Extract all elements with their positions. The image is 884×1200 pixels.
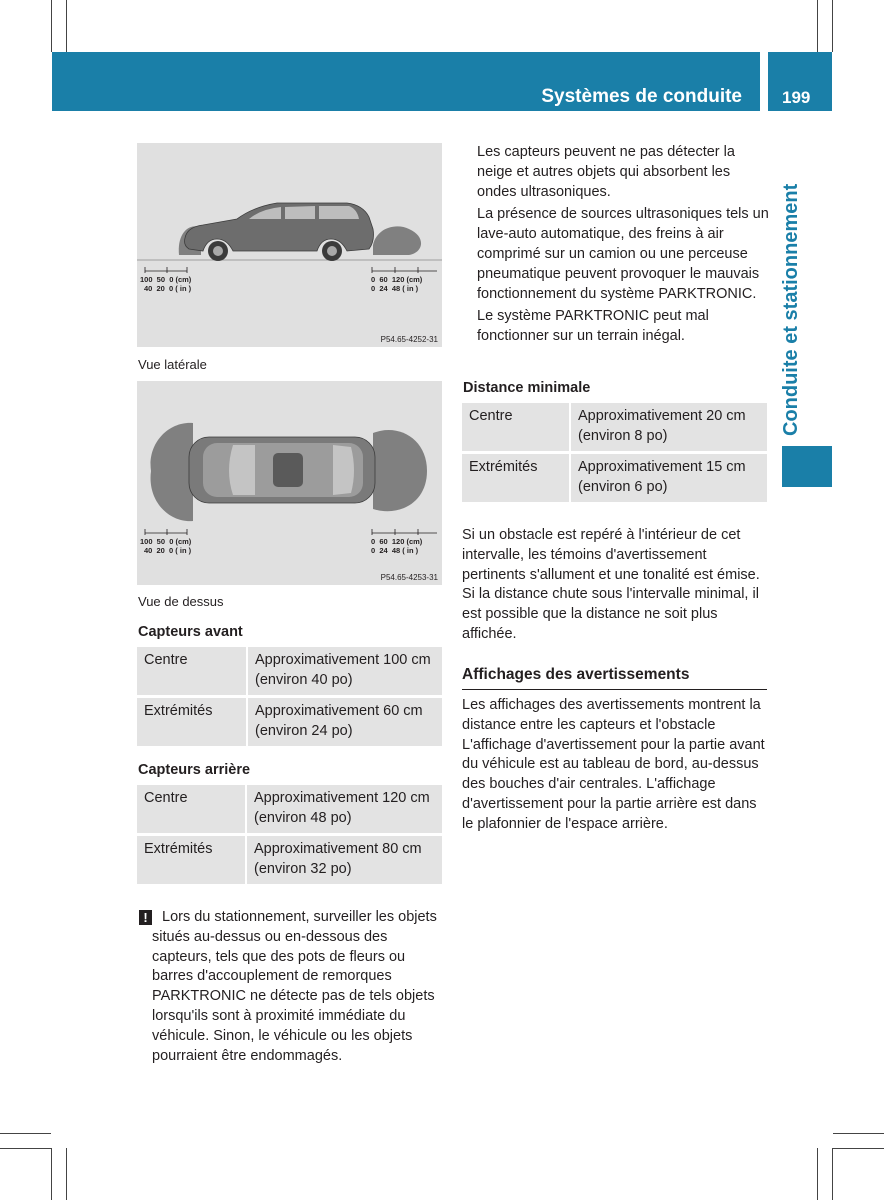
warning-icon: ! xyxy=(139,910,152,925)
crop-mark xyxy=(51,0,52,52)
intro-text xyxy=(477,143,769,347)
table-cell-label: Centre xyxy=(137,647,247,697)
scale-left-in: 40 20 0 ( in ) xyxy=(144,284,192,293)
scale-left-cm: 100 50 0 (cm) xyxy=(140,275,192,284)
crop-mark xyxy=(51,1148,52,1200)
crop-mark xyxy=(817,0,818,52)
warnings-heading: Affichages des avertissements xyxy=(462,666,767,690)
table-row xyxy=(137,647,442,697)
car-top-icon xyxy=(189,437,375,503)
figure-top-view xyxy=(137,381,442,585)
obstacle-paragraph: Si un obstacle est repéré à l'intérieur de cet intervalle, les témoins d'avertissement pertinents s'allument et une tonalité est émise. Si la distance chute sous l'intervalle minimal, il est possible que la distance ne soit plus affichée. xyxy=(462,527,760,642)
scale-right-cm: 0 60 120 (cm) xyxy=(371,275,423,284)
warning-paragraph: Lors du stationnement, surveiller les objets situés au-dessus ou en-dessous des capteurs, tels que des pots de fleurs ou barres d'accouplement de remorques PARKTRONIC ne détecte pas de tels objets lorsqu'ils sont à proximité immédiate du véhicule. Sinon, le véhicule ou les objets pourraient être endommagés. xyxy=(152,909,437,1064)
table-cell-value: Approximativement 20 cm (environ 8 po) xyxy=(570,403,767,453)
side-tab-label: Conduite et stationnement xyxy=(780,183,802,436)
table-cell-value: Approximativement 80 cm (environ 32 po) xyxy=(246,835,442,886)
front-sensors-heading: Capteurs avant xyxy=(138,624,243,640)
crop-mark xyxy=(833,1133,884,1134)
table-cell-value: Approximativement 15 cm (environ 6 po) xyxy=(570,453,767,504)
table-row xyxy=(137,835,442,886)
crop-mark xyxy=(832,0,833,52)
table-row xyxy=(137,785,442,835)
intro-paragraph-3: Le système PARKTRONIC peut mal fonctionner sur un terrain inégal. xyxy=(477,308,709,345)
min-distance-table xyxy=(462,403,767,505)
page-number: 199 xyxy=(782,88,811,107)
intro-paragraph-2: La présence de sources ultrasoniques tels un lave-auto automatique, des freins à air comprimé sur un camion ou une perceuse pneumatique peuvent provoquer le mauvais fonctionnement du système PARKTRONIC. xyxy=(477,206,769,302)
obstacle-text xyxy=(462,526,769,645)
scale-left-in: 40 20 0 ( in ) xyxy=(144,546,192,555)
min-distance-heading: Distance minimale xyxy=(463,380,591,396)
side-tab-marker xyxy=(782,446,832,487)
table-cell-label: Extrémités xyxy=(137,697,247,748)
figure-side-view xyxy=(137,143,442,347)
scale-right-cm: 0 60 120 (cm) xyxy=(371,537,423,546)
figure-code: P54.65-4252-31 xyxy=(380,335,438,344)
page-number-box xyxy=(768,52,832,111)
side-view-illustration xyxy=(137,143,442,347)
table-row xyxy=(137,697,442,748)
scale-left xyxy=(140,267,192,293)
crop-mark xyxy=(66,0,67,52)
figure-side-caption: Vue latérale xyxy=(138,357,207,372)
table-cell-label: Centre xyxy=(137,785,246,835)
rear-sensors-table xyxy=(137,785,442,887)
table-cell-label: Centre xyxy=(462,403,570,453)
section-title: Systèmes de conduite xyxy=(541,86,742,107)
scale-right xyxy=(371,529,437,555)
table-cell-value: Approximativement 100 cm (environ 40 po) xyxy=(247,647,442,697)
figure-top-caption: Vue de dessus xyxy=(138,594,224,609)
table-cell-label: Extrémités xyxy=(462,453,570,504)
crop-mark xyxy=(0,1148,51,1149)
scale-right-in: 0 24 48 ( in ) xyxy=(371,284,419,293)
crop-mark xyxy=(817,1148,818,1200)
table-cell-label: Extrémités xyxy=(137,835,246,886)
crop-mark xyxy=(833,1148,884,1149)
scale-left-cm: 100 50 0 (cm) xyxy=(140,537,192,546)
scale-left xyxy=(140,529,192,555)
rear-sensor-zone xyxy=(373,430,427,511)
crop-mark xyxy=(832,1148,833,1200)
crop-mark xyxy=(0,1133,51,1134)
top-view-illustration xyxy=(137,381,442,585)
car-side-icon xyxy=(185,203,374,261)
rear-sensors-heading: Capteurs arrière xyxy=(138,762,251,778)
table-row xyxy=(462,453,767,504)
crop-mark xyxy=(66,1148,67,1200)
warnings-paragraph: Les affichages des avertissements montrent la distance entre les capteurs et l'obstacle L'affichage d'avertissement pour la partie avant du véhicule est au tableau de bord, au-dessus des bouches d'air centrales. L'affichage d'avertissement pour la partie arrière est dans le plafonnier de l'espace arrière. xyxy=(462,697,765,832)
warning-text xyxy=(152,908,444,1066)
table-cell-value: Approximativement 60 cm (environ 24 po) xyxy=(247,697,442,748)
rear-sensor-zone xyxy=(373,226,421,255)
table-row xyxy=(462,403,767,453)
scale-right-in: 0 24 48 ( in ) xyxy=(371,546,419,555)
front-sensors-table xyxy=(137,647,442,749)
table-cell-value: Approximativement 120 cm (environ 48 po) xyxy=(246,785,442,835)
figure-code: P54.65-4253-31 xyxy=(380,573,438,582)
header-bar xyxy=(52,52,760,111)
intro-paragraph-1: Les capteurs peuvent ne pas détecter la neige et autres objets qui absorbent les ondes ultrasoniques. xyxy=(477,144,735,200)
front-sensor-zone xyxy=(151,423,193,521)
warnings-text xyxy=(462,696,769,835)
scale-right xyxy=(371,267,437,293)
